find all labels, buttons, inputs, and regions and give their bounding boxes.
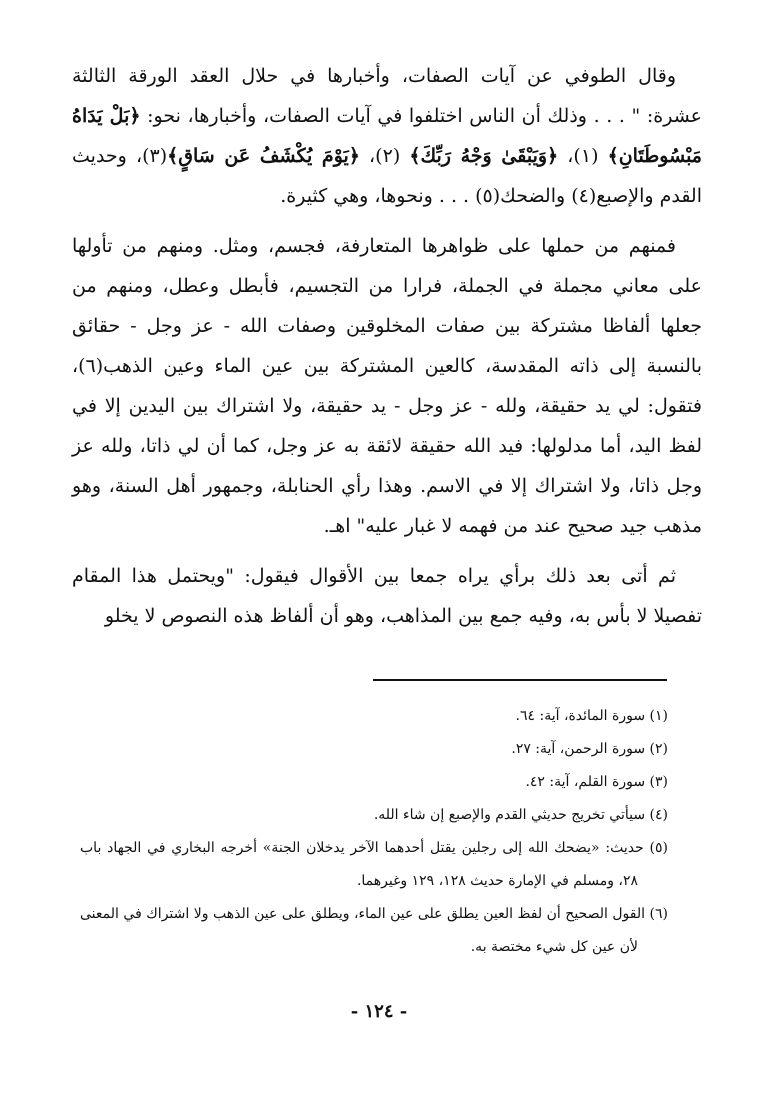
quran-verse-al-maidah: ﴿بَلْ يَدَاهُ مَبْسُوطَتَانِ﴾	[72, 105, 702, 167]
footnote-3: (٣) سورة القلم، آية: ٤٢.	[525, 774, 668, 790]
footnote-1: (١) سورة المائدة، آية: ٦٤.	[515, 708, 668, 724]
main-text	[72, 56, 702, 646]
paragraph-combined-view: ثم أتى بعد ذلك برأي يراه جمعا بين الأقوال فيقول: "ويحتمل هذا المقام تفصيلا لا بأس به، وفيه جمع بين المذاهب، وهو أن ألفاظ هذه النصوص لا يخلو	[72, 565, 702, 627]
footnote-4: (٤) سيأتي تخريج حديثي القدم والإصبع إن شاء الله.	[373, 807, 668, 823]
footnote-6: (٦) القول الصحيح أن لفظ العين يطلق على عين الماء، ويطلق على عين الذهب ولا اشتراك في المعنى لأن عين كل شيء مختصة به.	[80, 906, 668, 955]
footnote-ref-1: (١)،	[558, 145, 608, 167]
paragraph-positions: فمنهم من حملها على ظواهرها المتعارفة، فجسم، ومثل. ومنهم من تأولها على معاني مجملة في الجملة، فرارا من التجسيم، فأبطل وعطل، ومنهم من جعلها ألفاظا مشتركة بين صفات المخلوقين وصفات الله - عز وجل - حقائق بالنسبة إلى ذاته المقدسة، كالعين المشتركة بين عين الماء وعين الذهب(٦)، فتقول: لي يد حقيقة، ولله - عز وجل - يد حقيقة، ولا اشتراك بين اليدين إلا في لفظ اليد، أما مدلولها: فيد الله حقيقة لائقة به عز وجل، كما أن لي ذاتا، ولله عز وجل ذاتا، ولا اشتراك إلا في الاسم. وهذا رأي الحنابلة، وجمهور أهل السنة، وهو مذهب جيد صحيح عند من فهمه لا غبار عليه" اهـ.	[72, 235, 702, 537]
footnote-2: (٢) سورة الرحمن، آية: ٢٧.	[511, 741, 668, 757]
footnote-ref-2: (٢)،	[359, 145, 410, 167]
page-number: - ١٢٤ -	[350, 1001, 408, 1022]
quran-verse-al-qalam: ﴿يَوْمَ يُكْشَفُ عَن سَاقٍ﴾	[167, 145, 360, 167]
paragraph-1-ending: (٣)، وحديث القدم والإصبع(٤) والضحك(٥) . . . ونحوها، وهي كثيرة.	[72, 145, 702, 207]
footnote-5: (٥) حديث: «يضحك الله إلى رجلين يقتل أحدهما الآخر يدخلان الجنة» أخرجه البخاري في الجهاد باب ٢٨، ومسلم في الإمارة حديث ١٢٨، ١٢٩ وغيرهما.	[80, 840, 668, 889]
footnote-separator	[373, 679, 667, 681]
paragraph-tufi-quote	[72, 56, 702, 216]
paragraph-1-intro: وقال الطوفي عن آيات الصفات، وأخبارها في حلال العقد الورقة الثالثة عشرة: " . . . وذلك أن الناس اختلفوا في آيات الصفات، وأخبارها، نحو:	[72, 65, 702, 127]
quran-verse-ar-rahman: ﴿وَيَبْقَىٰ وَجْهُ رَبِّكَ﴾	[409, 145, 559, 167]
footnotes	[80, 700, 668, 964]
